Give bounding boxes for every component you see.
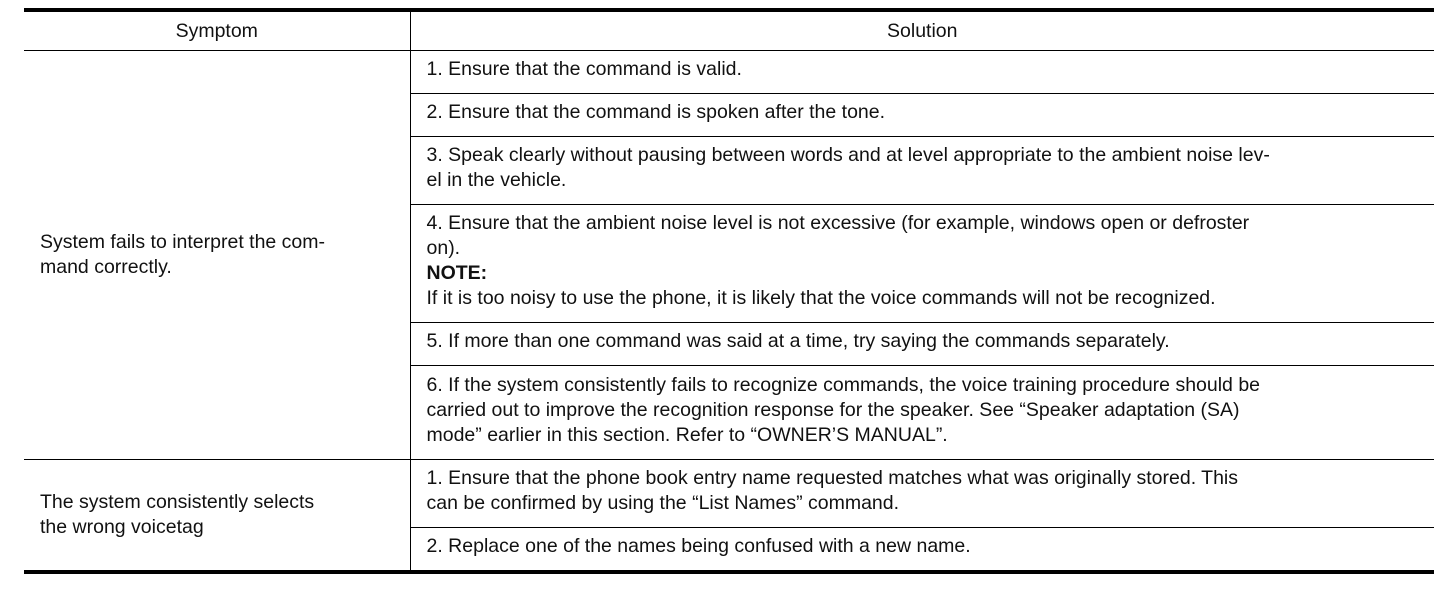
table-row	[24, 51, 1434, 94]
note-label: NOTE:	[426, 262, 488, 284]
solution-text: 2. Ensure that the command is spoken after the tone.	[426, 101, 886, 123]
symptom-text: The system consistently selects the wrong voicetag	[40, 491, 315, 538]
solution-cell	[410, 51, 1434, 94]
solution-cell	[410, 94, 1434, 137]
symptom-cell-interpret	[24, 51, 410, 460]
solution-cell	[410, 460, 1434, 528]
solution-cell	[410, 205, 1434, 323]
solution-text: 1. Ensure that the command is valid.	[426, 58, 742, 80]
symptom-text: System fails to interpret the com- mand correctly.	[40, 231, 326, 278]
header-row	[24, 10, 1434, 51]
solution-header: Solution	[410, 10, 1434, 51]
solution-cell	[410, 323, 1434, 366]
symptom-header: Symptom	[24, 10, 410, 51]
solution-text: 2. Replace one of the names being confused with a new name.	[426, 535, 971, 557]
solution-text: 5. If more than one command was said at a time, try saying the commands separately.	[426, 330, 1170, 352]
solution-text: 6. If the system consistently fails to recognize commands, the voice training procedure should be carried out to improve the recognition response for the speaker. See “Speaker adaptation (SA) mode” earlier in this section. Refer to “OWNER’S MANUAL”.	[426, 374, 1261, 446]
table-row	[24, 460, 1434, 528]
solution-text: 1. Ensure that the phone book entry name requested matches what was originally stored. This can be confirmed by using the “List Names” command.	[426, 467, 1239, 514]
solution-cell	[410, 366, 1434, 460]
symptom-cell-voicetag	[24, 460, 410, 573]
solution-cell	[410, 528, 1434, 573]
solution-text: 3. Speak clearly without pausing between words and at level appropriate to the ambient noise lev- el in the vehicle.	[426, 144, 1270, 191]
solution-cell	[410, 137, 1434, 205]
troubleshooting-table	[24, 8, 1434, 574]
solution-text: 4. Ensure that the ambient noise level is not excessive (for example, windows open or defroster on).	[426, 212, 1250, 259]
note-text: If it is too noisy to use the phone, it is likely that the voice commands will not be recognized.	[426, 287, 1216, 309]
